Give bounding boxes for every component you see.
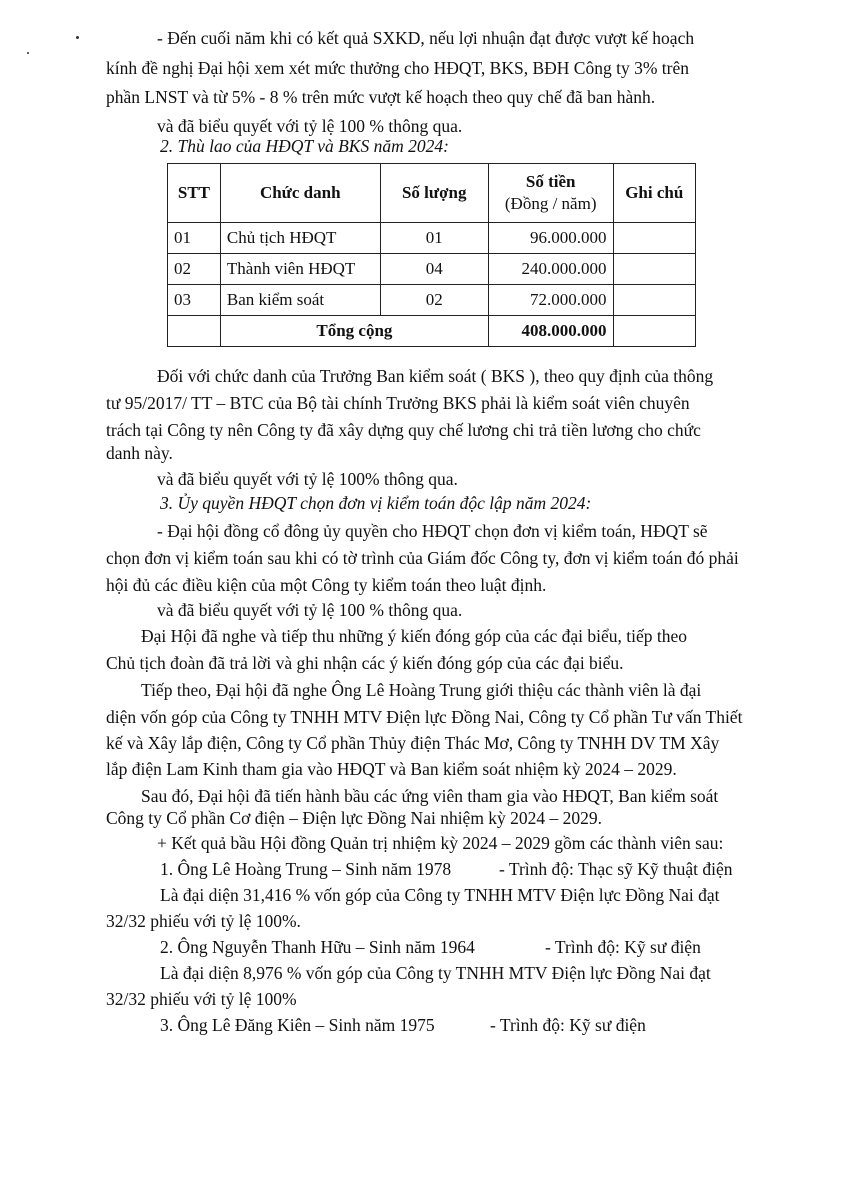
table-row	[168, 285, 696, 316]
cell-stt: 01	[168, 223, 221, 254]
remuneration-table	[167, 163, 696, 347]
cell-amount: 240.000.000	[488, 254, 613, 285]
paragraph-bonus-line-1: - Đến cuối năm khi có kết quả SXKD, nếu lợi nhuận đạt được vượt kế hoạch	[157, 28, 695, 48]
paragraph-bonus-line-2: kính đề nghị Đại hội xem xét mức thưởng cho HĐQT, BKS, BĐH Công ty 3% trên	[106, 58, 689, 78]
member-2-degree: - Trình độ: Kỹ sư điện	[545, 937, 701, 957]
paragraph-intro-line-1: Tiếp theo, Đại hội đã nghe Ông Lê Hoàng Trung giới thiệu các thành viên là đại	[141, 680, 702, 700]
member-2-detail-line-1: Là đại diện 8,976 % vốn góp của Công ty TNHH MTV Điện lực Đồng Nai đạt	[160, 963, 711, 983]
paragraph-audit-line-3: hội đủ các điều kiện của một Công ty kiểm toán theo luật định.	[106, 575, 547, 595]
paragraph-intro-line-3: kế và Xây lắp điện, Công ty Cổ phần Thủy điện Thác Mơ, Công ty TNHH DV TM Xây	[106, 733, 720, 753]
header-quantity: Số lượng	[380, 164, 488, 223]
cell-amount: 72.000.000	[488, 285, 613, 316]
member-3-degree: - Trình độ: Kỹ sư điện	[490, 1015, 646, 1035]
section-3-title: 3. Ủy quyền HĐQT chọn đơn vị kiểm toán độc lập năm 2024:	[160, 493, 592, 513]
paragraph-board-result: + Kết quả bầu Hội đồng Quản trị nhiệm kỳ 2024 – 2029 gồm các thành viên sau:	[157, 833, 724, 853]
paragraph-audit-line-1: - Đại hội đồng cổ đông ủy quyền cho HĐQT chọn đơn vị kiểm toán, HĐQT sẽ	[157, 521, 708, 541]
cell-stt: 02	[168, 254, 221, 285]
section-2-title: 2. Thù lao của HĐQT và BKS năm 2024:	[160, 136, 449, 156]
paragraph-election-line-1: Sau đó, Đại hội đã tiến hành bầu các ứng viên tham gia vào HĐQT, Ban kiểm soát	[141, 786, 719, 806]
table-header-row	[168, 164, 696, 223]
header-amount-unit: (Đồng / năm)	[504, 194, 597, 213]
member-1-detail-line-2: 32/32 phiếu với tỷ lệ 100%.	[106, 911, 301, 931]
cell-quantity: 01	[380, 223, 488, 254]
scan-speck	[27, 52, 29, 54]
cell-title: Thành viên HĐQT	[220, 254, 380, 285]
cell-note	[613, 254, 695, 285]
table-total-row	[168, 316, 696, 347]
cell-title: Ban kiểm soát	[220, 285, 380, 316]
paragraph-bks-line-3: trách tại Công ty nên Công ty đã xây dựng quy chế lương chi trả tiền lương cho chức	[106, 420, 701, 440]
table-row	[168, 254, 696, 285]
member-2-line: 2. Ông Nguyễn Thanh Hữu – Sinh năm 1964	[160, 937, 475, 957]
total-value: 408.000.000	[488, 316, 613, 347]
scan-speck	[76, 36, 79, 39]
vote-result-2: và đã biểu quyết với tỷ lệ 100% thông qua.	[157, 469, 458, 489]
cell-quantity: 04	[380, 254, 488, 285]
member-1-line: 1. Ông Lê Hoàng Trung – Sinh năm 1978	[160, 859, 452, 879]
cell-amount: 96.000.000	[488, 223, 613, 254]
cell-empty	[613, 316, 695, 347]
header-amount-label: Số tiền	[525, 172, 576, 191]
header-title: Chức danh	[220, 164, 380, 223]
cell-title: Chủ tịch HĐQT	[220, 223, 380, 254]
member-1-degree: - Trình độ: Thạc sỹ Kỹ thuật điện	[499, 859, 733, 879]
paragraph-intro-line-2: diện vốn góp của Công ty TNHH MTV Điện lực Đồng Nai, Công ty Cổ phần Tư vấn Thiết	[106, 707, 743, 727]
header-note: Ghi chú	[613, 164, 695, 223]
paragraph-audit-line-2: chọn đơn vị kiểm toán sau khi có tờ trình của Giám đốc Công ty, đơn vị kiểm toán đó phải	[106, 548, 739, 568]
member-2-detail-line-2: 32/32 phiếu với tỷ lệ 100%	[106, 989, 297, 1009]
cell-empty	[168, 316, 221, 347]
paragraph-bks-line-1: Đối với chức danh của Trưởng Ban kiểm soát ( BKS ), theo quy định của thông	[157, 366, 714, 386]
table-row	[168, 223, 696, 254]
paragraph-feedback-line-1: Đại Hội đã nghe và tiếp thu những ý kiến đóng góp của các đại biểu, tiếp theo	[141, 626, 688, 646]
member-3-line: 3. Ông Lê Đăng Kiên – Sinh năm 1975	[160, 1015, 435, 1035]
cell-note	[613, 223, 695, 254]
paragraph-intro-line-4: lắp điện Lam Kinh tham gia vào HĐQT và Ban kiểm soát nhiệm kỳ 2024 – 2029.	[106, 759, 677, 779]
total-label: Tổng cộng	[220, 316, 488, 347]
header-stt: STT	[168, 164, 221, 223]
cell-stt: 03	[168, 285, 221, 316]
paragraph-feedback-line-2: Chủ tịch đoàn đã trả lời và ghi nhận các ý kiến đóng góp của các đại biểu.	[106, 653, 624, 673]
paragraph-bonus-line-3: phần LNST và từ 5% - 8 % trên mức vượt kế hoạch theo quy chế đã ban hành.	[106, 87, 656, 107]
paragraph-bks-line-4: danh này.	[106, 443, 173, 463]
vote-result-3: và đã biểu quyết với tỷ lệ 100 % thông qua.	[157, 600, 463, 620]
paragraph-bks-line-2: tư 95/2017/ TT – BTC của Bộ tài chính Trưởng BKS phải là kiểm soát viên chuyên	[106, 393, 690, 413]
vote-result-1: và đã biểu quyết với tỷ lệ 100 % thông qua.	[157, 116, 463, 136]
cell-note	[613, 285, 695, 316]
member-1-detail-line-1: Là đại diện 31,416 % vốn góp của Công ty TNHH MTV Điện lực Đồng Nai đạt	[160, 885, 720, 905]
header-amount	[488, 164, 613, 223]
paragraph-election-line-2: Công ty Cổ phần Cơ điện – Điện lực Đồng Nai nhiệm kỳ 2024 – 2029.	[106, 808, 603, 828]
cell-quantity: 02	[380, 285, 488, 316]
